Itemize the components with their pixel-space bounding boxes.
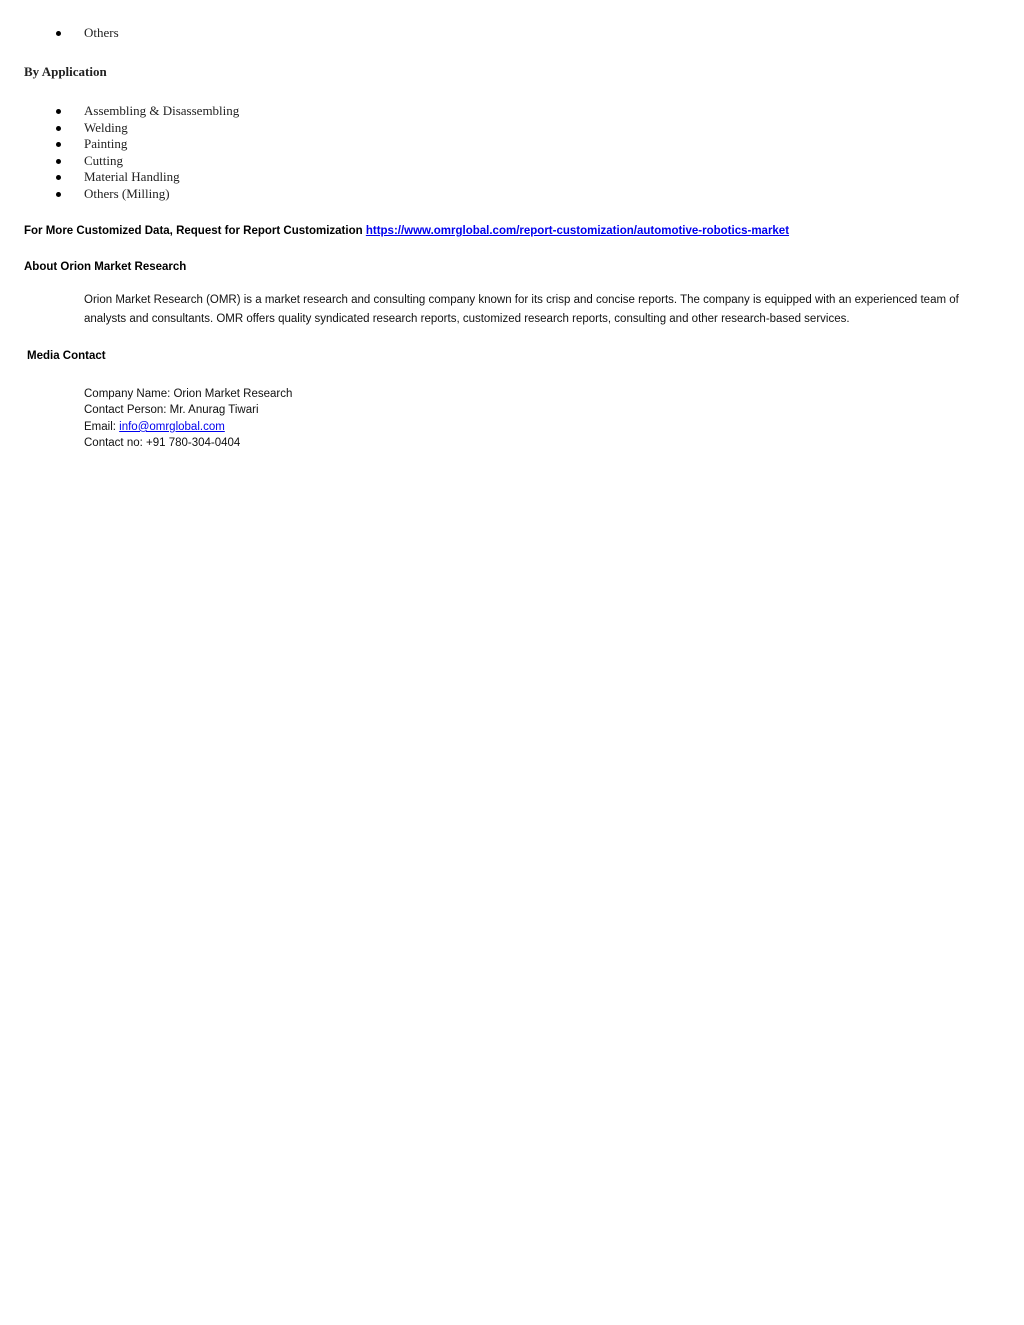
bullet-icon — [56, 126, 61, 131]
list-item — [56, 169, 239, 186]
customization-line — [24, 225, 789, 237]
list-item-label: Assembling & Disassembling — [84, 103, 240, 118]
list-item — [56, 120, 239, 137]
list-item — [56, 25, 119, 42]
list-item — [56, 136, 239, 153]
application-list — [56, 103, 239, 202]
bullet-icon — [56, 175, 61, 180]
bullet-icon — [56, 109, 61, 114]
contact-person: Contact Person: Mr. Anurag Tiwari — [84, 404, 259, 417]
list-item-label: Material Handling — [84, 169, 180, 184]
email-label: Email: — [84, 420, 120, 433]
about-heading: About Orion Market Research — [24, 261, 187, 273]
bullet-icon — [56, 31, 61, 36]
list-item-label: Cutting — [84, 152, 124, 168]
customization-link[interactable]: https://www.omrglobal.com/report-customization/automotive-robotics-market — [365, 225, 790, 237]
list-item — [56, 153, 239, 170]
list-item-label: Painting — [84, 136, 128, 151]
media-contact-heading: Media Contact — [27, 350, 106, 362]
list-item-label: Welding — [84, 119, 128, 135]
bullet-icon — [56, 192, 61, 197]
contact-details — [84, 386, 292, 452]
customization-label: For More Customized Data, Request for Report Customization — [24, 225, 363, 237]
company-name: Company Name: Orion Market Research — [84, 388, 293, 400]
contact-phone: Contact no: +91 780-304-0404 — [84, 437, 241, 450]
bullet-icon — [56, 159, 61, 164]
list-item — [56, 103, 239, 120]
bullet-icon — [56, 142, 61, 147]
by-application-heading: By Application — [24, 64, 107, 79]
email-row — [84, 419, 292, 435]
list-item-label: Others (Milling) — [84, 185, 170, 201]
about-paragraph: Orion Market Research (OMR) is a market research and consulting company known for its crisp and concise reports. The company is equipped with an experienced team of analysts and consultants. OMR offers quality syndicated research reports, customized research reports, consulting and other research-based services. — [84, 294, 959, 325]
email-link[interactable]: info@omrglobal.com — [119, 420, 225, 433]
segment-list-top — [56, 25, 119, 42]
list-item — [56, 186, 239, 203]
list-item-label: Others — [84, 25, 119, 40]
